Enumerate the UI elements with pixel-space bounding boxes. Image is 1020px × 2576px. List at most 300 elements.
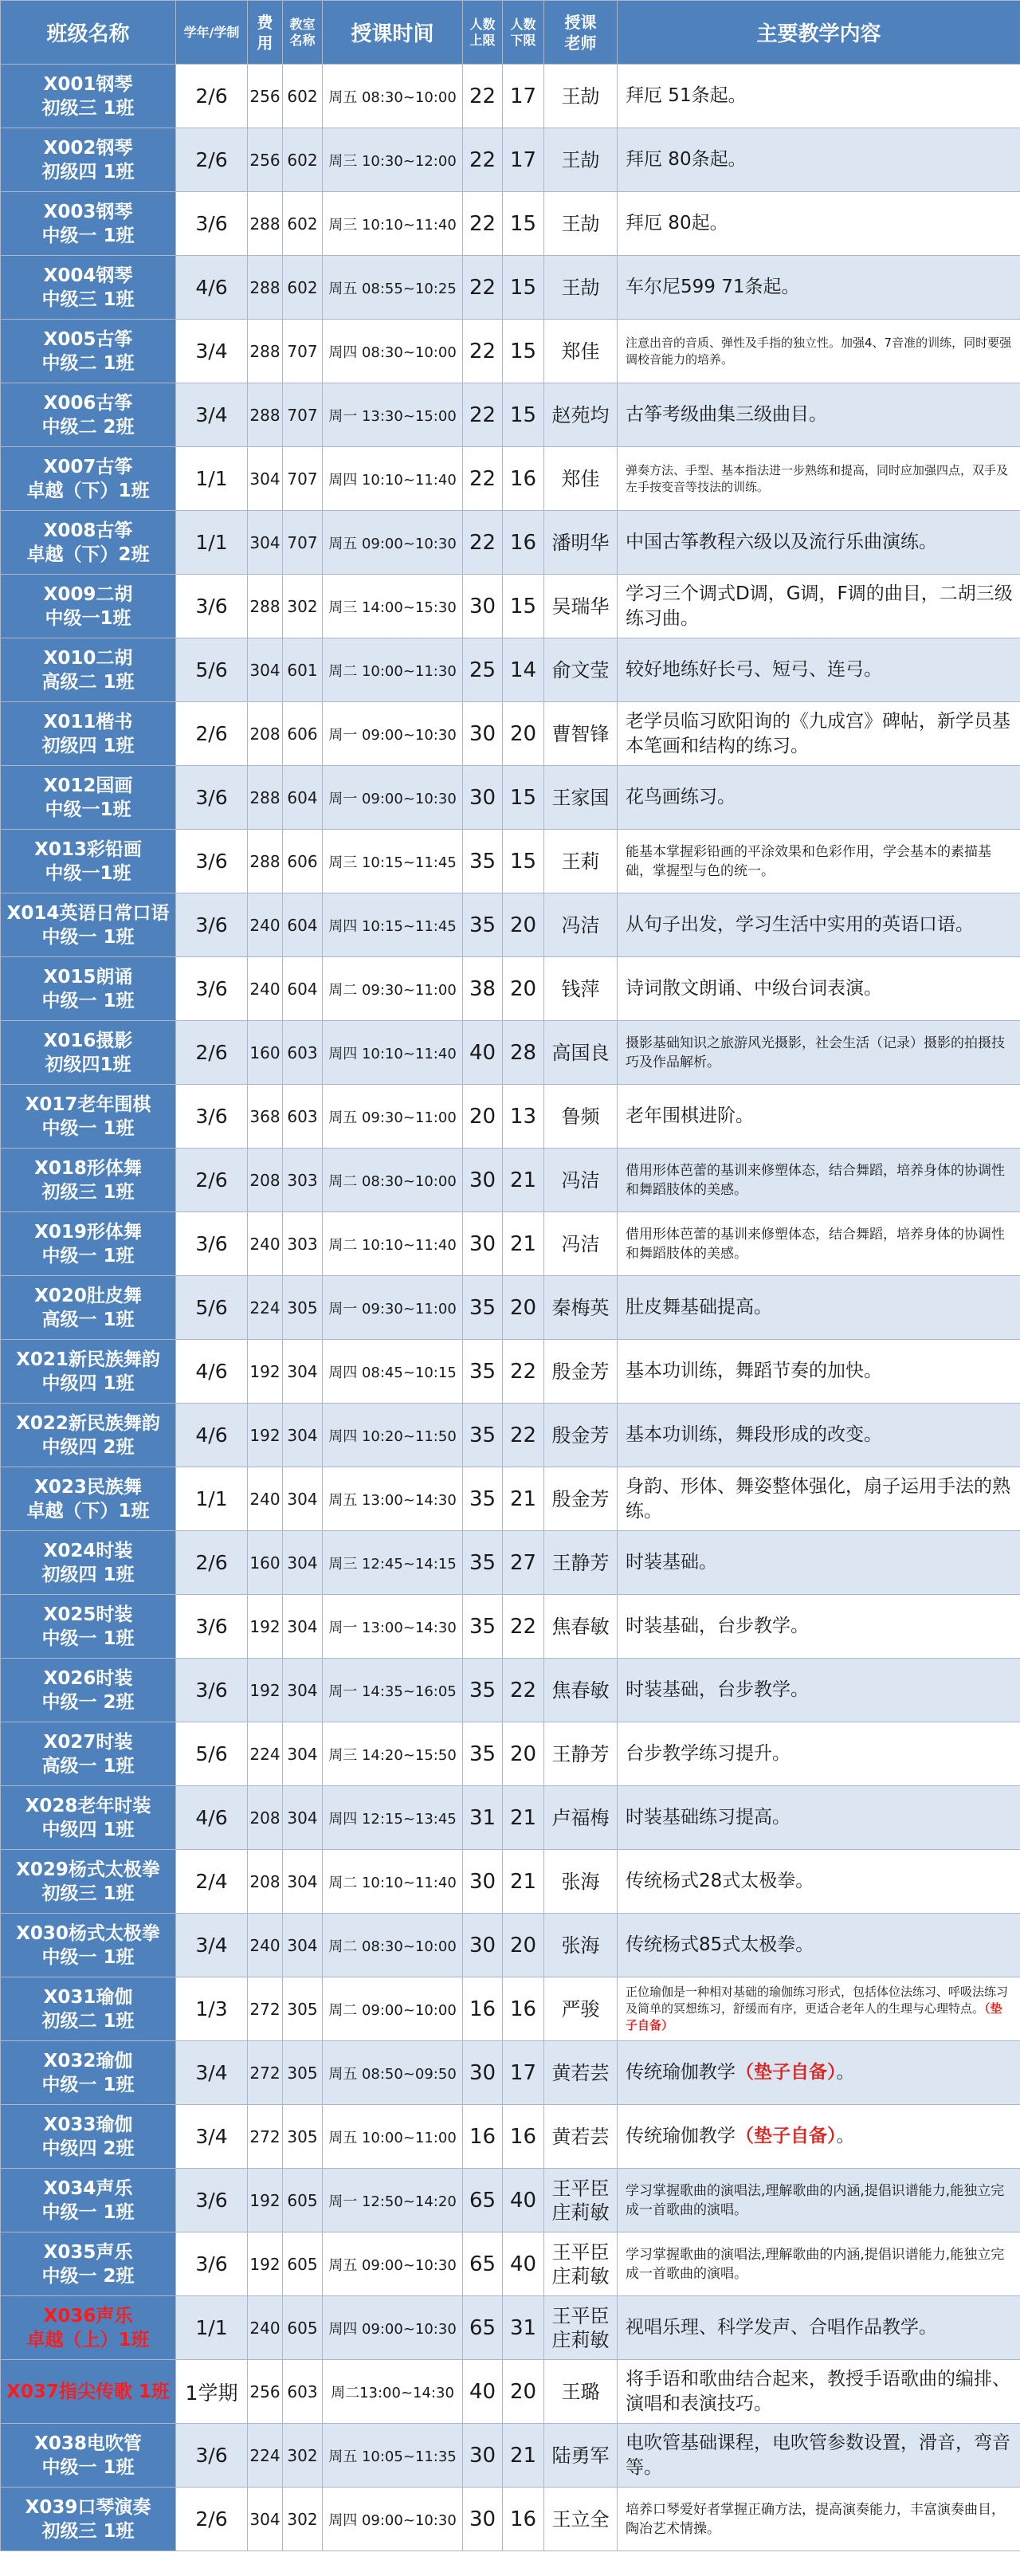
content-tail: 。 (836, 2062, 855, 2083)
content-cell (618, 383, 1020, 447)
fee-cell: 256 (248, 65, 283, 128)
term-cell: 1/1 (176, 447, 248, 511)
max-cell: 40 (463, 2360, 503, 2424)
table-row (1, 1786, 1020, 1850)
room-cell: 606 (283, 702, 323, 766)
term-cell: 2/4 (176, 1850, 248, 1914)
table-row (1, 65, 1020, 128)
table-row (1, 1467, 1020, 1531)
content-text: 车尔尼599 71条起。 (626, 277, 800, 297)
max-cell: 35 (463, 830, 503, 893)
max-cell: 22 (463, 320, 503, 383)
time-cell: 周二 10:10~11:40 (323, 1850, 463, 1914)
max-cell: 22 (463, 128, 503, 192)
time-cell: 周二 10:00~11:30 (323, 638, 463, 702)
room-cell: 707 (283, 383, 323, 447)
time-cell: 周四 09:00~10:30 (323, 2296, 463, 2360)
term-cell: 4/6 (176, 256, 248, 320)
term-cell: 1/1 (176, 1467, 248, 1531)
room-cell: 605 (283, 2232, 323, 2296)
max-cell: 22 (463, 383, 503, 447)
time-cell: 周二 08:30~10:00 (323, 1149, 463, 1212)
header-max (463, 1, 503, 65)
class-name-cell (1, 2105, 176, 2169)
content-text: 时装基础，台步教学。 (626, 1616, 809, 1636)
class-level: 中级四 2班 (41, 2138, 135, 2159)
max-cell: 30 (463, 702, 503, 766)
max-cell: 35 (463, 1276, 503, 1340)
content-cell (618, 1467, 1020, 1531)
teacher-name: 严骏 (561, 1997, 600, 2020)
max-cell: 35 (463, 1467, 503, 1531)
min-cell: 15 (503, 256, 544, 320)
room-cell: 304 (283, 1467, 323, 1531)
content-text: 视唱乐理、科学发声、合唱作品教学。 (626, 2317, 937, 2338)
room-cell: 305 (283, 1977, 323, 2041)
teacher-name: 陆勇军 (551, 2444, 610, 2467)
table-row (1, 1085, 1020, 1149)
time-cell: 周二 08:30~10:00 (323, 1914, 463, 1977)
content-cell (618, 1340, 1020, 1404)
content-cell (618, 1914, 1020, 1977)
content-text: 借用形体芭蕾的基训来修塑体态，结合舞蹈，培养身体的协调性和舞蹈肢体的美感。 (626, 1226, 1005, 1262)
min-cell: 16 (503, 447, 544, 511)
content-cell (618, 1659, 1020, 1722)
min-cell: 20 (503, 1276, 544, 1340)
room-cell: 605 (283, 2296, 323, 2360)
room-cell: 304 (283, 1850, 323, 1914)
content-text: 肚皮舞基础提高。 (626, 1297, 772, 1317)
room-cell: 304 (283, 1722, 323, 1786)
time-cell: 周一 09:00~10:30 (323, 702, 463, 766)
term-cell: 3/6 (176, 575, 248, 638)
min-cell: 16 (503, 511, 544, 575)
class-name-cell (1, 383, 176, 447)
class-name-cell (1, 2232, 176, 2296)
teacher-name: 赵苑均 (551, 403, 610, 426)
content-text: 学习掌握歌曲的演唱法,理解歌曲的内涵,提倡识谱能力,能独立完成一首歌曲的演唱。 (626, 2246, 1005, 2282)
room-cell: 304 (283, 1595, 323, 1659)
class-level: 初级二 1班 (41, 2010, 135, 2032)
term-cell: 3/4 (176, 2041, 248, 2105)
content-highlight: （垫子自备） (626, 2001, 1002, 2032)
content-cell (618, 957, 1020, 1021)
room-cell: 303 (283, 1212, 323, 1276)
term-cell: 3/4 (176, 383, 248, 447)
room-cell: 302 (283, 575, 323, 638)
class-level: 中级二 2班 (41, 416, 135, 438)
class-name-cell (1, 128, 176, 192)
header-term: 学年/学制 (176, 1, 248, 65)
class-level: 高级一 1班 (41, 1309, 135, 1330)
fee-cell: 240 (248, 1467, 283, 1531)
room-cell: 602 (283, 128, 323, 192)
class-level: 中级一 1班 (41, 990, 135, 1011)
term-cell: 2/6 (176, 1149, 248, 1212)
content-text: 注意出音的音质、弹性及手指的独立性。加强4、7音准的训练，同时要强调校音能力的培养。 (626, 335, 1012, 367)
fee-cell: 288 (248, 320, 283, 383)
min-cell: 21 (503, 1149, 544, 1212)
class-code: X011楷书 (43, 711, 133, 732)
content-cell (618, 1850, 1020, 1914)
class-level: 卓越（下）1班 (26, 1500, 150, 1522)
content-cell (618, 1212, 1020, 1276)
max-cell: 30 (463, 1850, 503, 1914)
content-text: 时装基础，台步教学。 (626, 1679, 809, 1700)
term-cell: 2/6 (176, 702, 248, 766)
term-cell: 3/6 (176, 1595, 248, 1659)
teacher-name: 张海 (561, 1870, 600, 1893)
teacher-name: 殷金芳 (551, 1487, 610, 1510)
term-cell: 3/6 (176, 2169, 248, 2232)
teacher-cell (544, 1850, 618, 1914)
max-cell: 35 (463, 1404, 503, 1467)
teacher-cell (544, 1085, 618, 1149)
table-row (1, 1021, 1020, 1085)
table-row (1, 128, 1020, 192)
time-cell: 周四 10:10~11:40 (323, 1021, 463, 1085)
table-row (1, 638, 1020, 702)
header-class-name: 班级名称 (1, 1, 176, 65)
min-cell: 16 (503, 1977, 544, 2041)
class-code: X017老年围棋 (25, 1094, 151, 1115)
table-row (1, 575, 1020, 638)
min-cell: 21 (503, 1786, 544, 1850)
time-cell: 周二13:00~14:30 (323, 2360, 463, 2424)
class-level: 初级四1班 (45, 1054, 131, 1075)
min-cell: 20 (503, 1722, 544, 1786)
teacher-cell (544, 830, 618, 893)
class-name-cell (1, 1149, 176, 1212)
room-cell: 304 (283, 1404, 323, 1467)
term-cell: 3/4 (176, 2105, 248, 2169)
max-cell: 35 (463, 1340, 503, 1404)
min-cell: 15 (503, 320, 544, 383)
max-cell: 16 (463, 1977, 503, 2041)
class-level: 中级四 1班 (41, 1372, 135, 1394)
class-code: X004钢琴 (43, 265, 133, 286)
max-cell: 35 (463, 893, 503, 957)
class-name-cell (1, 1595, 176, 1659)
table-row (1, 2424, 1020, 2488)
class-level: 中级三 1班 (41, 289, 135, 310)
max-cell: 22 (463, 256, 503, 320)
content-text: 传统瑜伽教学 (626, 2126, 736, 2146)
max-cell: 30 (463, 2424, 503, 2488)
class-level: 中级一 1班 (41, 2456, 135, 2478)
teacher-cell (544, 128, 618, 192)
time-cell: 周三 10:15~11:45 (323, 830, 463, 893)
min-cell: 13 (503, 1085, 544, 1149)
room-cell: 304 (283, 1531, 323, 1595)
teacher-name: 钱萍 (561, 977, 600, 1000)
teacher-name: 潘明华 (551, 531, 610, 554)
room-cell: 304 (283, 1340, 323, 1404)
term-cell: 5/6 (176, 638, 248, 702)
time-cell: 周二 09:00~10:00 (323, 1977, 463, 2041)
teacher-name: 冯洁 (561, 1168, 600, 1192)
fee-cell: 192 (248, 1340, 283, 1404)
class-code: X013彩铅画 (34, 838, 142, 860)
term-cell: 4/6 (176, 1786, 248, 1850)
content-cell (618, 256, 1020, 320)
time-cell: 周一 12:50~14:20 (323, 2169, 463, 2232)
class-name-cell (1, 638, 176, 702)
class-level: 卓越（下）1班 (26, 480, 150, 501)
max-cell: 22 (463, 192, 503, 256)
fee-cell: 304 (248, 511, 283, 575)
content-cell (618, 893, 1020, 957)
class-level: 高级一 1班 (41, 1755, 135, 1777)
term-cell: 2/6 (176, 1531, 248, 1595)
term-cell: 3/6 (176, 830, 248, 893)
teacher-cell (544, 383, 618, 447)
content-cell (618, 1595, 1020, 1659)
class-name-cell (1, 2041, 176, 2105)
content-cell (618, 1021, 1020, 1085)
table-row (1, 2169, 1020, 2232)
class-name-cell (1, 1085, 176, 1149)
content-text: 拜厄 51条起。 (626, 85, 747, 106)
max-cell: 30 (463, 575, 503, 638)
term-cell: 3/6 (176, 1659, 248, 1722)
content-text: 基本功训练，舞蹈节奏的加快。 (626, 1361, 882, 1381)
content-cell (618, 65, 1020, 128)
term-cell: 2/6 (176, 65, 248, 128)
class-code: X031瑜伽 (43, 1986, 133, 2008)
header-content: 主要教学内容 (618, 1, 1020, 65)
term-cell: 3/6 (176, 2232, 248, 2296)
table-row (1, 192, 1020, 256)
time-cell: 周四 10:15~11:45 (323, 893, 463, 957)
fee-cell: 192 (248, 1404, 283, 1467)
teacher-cell (544, 2105, 618, 2169)
content-cell (618, 1531, 1020, 1595)
class-level: 中级一 1班 (41, 2074, 135, 2095)
header-row (1, 1, 1020, 65)
term-cell: 5/6 (176, 1722, 248, 1786)
teacher-name: 郑佳 (561, 467, 600, 490)
class-name-cell (1, 2424, 176, 2488)
class-code: X002钢琴 (43, 137, 133, 159)
table-row (1, 1276, 1020, 1340)
term-cell: 3/6 (176, 2424, 248, 2488)
room-cell: 302 (283, 2424, 323, 2488)
teacher-cell (544, 1531, 618, 1595)
class-level: 卓越（上）1班 (26, 2329, 150, 2350)
teacher-cell (544, 256, 618, 320)
teacher-name: 王劼 (561, 276, 600, 299)
teacher-cell (544, 2296, 618, 2360)
class-level: 中级一 2班 (41, 2265, 135, 2287)
class-code: X033瑜伽 (43, 2114, 133, 2135)
class-name-cell (1, 575, 176, 638)
max-cell: 38 (463, 957, 503, 1021)
class-name-cell (1, 1914, 176, 1977)
room-cell: 304 (283, 1786, 323, 1850)
content-text: 古筝考级曲集三级曲目。 (626, 404, 827, 425)
teacher-cell (544, 192, 618, 256)
content-text: 能基本掌握彩铅画的平涂效果和色彩作用，学会基本的素描基础，掌握型与色的统一。 (626, 843, 991, 879)
teacher-name: 王莉 (561, 850, 600, 873)
class-code: X020肚皮舞 (34, 1285, 142, 1306)
class-name-cell (1, 2169, 176, 2232)
term-cell: 3/4 (176, 320, 248, 383)
class-name-cell (1, 1786, 176, 1850)
content-cell (618, 2232, 1020, 2296)
table-row (1, 893, 1020, 957)
class-level: 中级一 1班 (41, 1117, 135, 1139)
content-cell (618, 1149, 1020, 1212)
class-code: X015朗诵 (43, 966, 133, 988)
fee-cell: 192 (248, 1659, 283, 1722)
content-cell (618, 511, 1020, 575)
max-cell: 22 (463, 65, 503, 128)
class-level: 中级一 1班 (41, 1628, 135, 1649)
fee-cell: 288 (248, 830, 283, 893)
content-text: 将手语和歌曲结合起来，教授手语歌曲的编排、演唱和表演技巧。 (626, 2368, 1010, 2414)
class-level: 中级一 1班 (41, 1946, 135, 1968)
min-cell: 15 (503, 192, 544, 256)
content-text: 基本功训练，舞段形成的改变。 (626, 1424, 882, 1445)
class-level: 中级四 1班 (41, 1819, 135, 1840)
time-cell: 周四 08:45~10:15 (323, 1340, 463, 1404)
min-cell: 16 (503, 2105, 544, 2169)
class-code: X019形体舞 (34, 1221, 142, 1243)
term-cell: 3/6 (176, 766, 248, 830)
fee-cell: 272 (248, 2041, 283, 2105)
min-cell: 17 (503, 65, 544, 128)
min-cell: 22 (503, 1595, 544, 1659)
fee-cell: 288 (248, 192, 283, 256)
room-cell: 602 (283, 192, 323, 256)
fee-cell: 192 (248, 1595, 283, 1659)
term-cell: 3/4 (176, 1914, 248, 1977)
teacher-cell (544, 1595, 618, 1659)
content-text: 正位瑜伽是一种相对基础的瑜伽练习形式，包括体位法练习、呼吸法练习及简单的冥想练习，舒缓而有序，更适合老年人的生理与心理特点。 (626, 1985, 1009, 2016)
time-cell: 周二 09:30~11:00 (323, 957, 463, 1021)
room-cell: 603 (283, 1085, 323, 1149)
fee-cell: 288 (248, 383, 283, 447)
content-cell (618, 1786, 1020, 1850)
term-cell: 3/6 (176, 893, 248, 957)
room-cell: 305 (283, 2041, 323, 2105)
min-cell: 31 (503, 2296, 544, 2360)
max-cell: 22 (463, 511, 503, 575)
max-cell: 16 (463, 2105, 503, 2169)
fee-cell: 224 (248, 1722, 283, 1786)
max-cell: 35 (463, 1722, 503, 1786)
max-cell: 25 (463, 638, 503, 702)
fee-cell: 160 (248, 1531, 283, 1595)
class-name-cell (1, 766, 176, 830)
content-text: 电吹管基础课程，电吹管参数设置，滑音，弯音等。 (626, 2432, 1010, 2478)
fee-cell: 208 (248, 1786, 283, 1850)
teacher-name: 王家国 (551, 786, 610, 809)
content-cell (618, 2105, 1020, 2169)
term-cell: 3/6 (176, 192, 248, 256)
header-min-text: 人数下限 (510, 16, 536, 48)
table-row (1, 1404, 1020, 1467)
table-row (1, 256, 1020, 320)
content-cell (618, 1722, 1020, 1786)
content-cell (618, 575, 1020, 638)
max-cell: 30 (463, 1914, 503, 1977)
class-code: X026时装 (43, 1667, 133, 1689)
content-cell (618, 702, 1020, 766)
class-level: 中级一 1班 (41, 225, 135, 246)
header-teacher-text: 授课老师 (564, 12, 597, 53)
teacher-name: 王劼 (561, 212, 600, 235)
time-cell: 周一 13:30~15:00 (323, 383, 463, 447)
max-cell: 40 (463, 1021, 503, 1085)
class-name-cell (1, 1404, 176, 1467)
room-cell: 707 (283, 511, 323, 575)
fee-cell: 288 (248, 575, 283, 638)
content-cell (618, 447, 1020, 511)
time-cell: 周五 09:30~11:00 (323, 1085, 463, 1149)
class-code: X035声乐 (43, 2241, 133, 2263)
class-code: X027时装 (43, 1731, 133, 1753)
table-row (1, 1850, 1020, 1914)
teacher-name: 俞文莹 (551, 658, 610, 681)
min-cell: 27 (503, 1531, 544, 1595)
teacher-cell (544, 1340, 618, 1404)
table-row (1, 2105, 1020, 2169)
term-cell: 5/6 (176, 1276, 248, 1340)
header-room (283, 1, 323, 65)
header-time: 授课时间 (323, 1, 463, 65)
fee-cell: 208 (248, 702, 283, 766)
max-cell: 30 (463, 1212, 503, 1276)
class-level: 初级三 1班 (41, 1181, 135, 1203)
class-code: X009二胡 (43, 583, 133, 605)
fee-cell: 256 (248, 128, 283, 192)
min-cell: 28 (503, 1021, 544, 1085)
class-code: X039口琴演奏 (25, 2496, 151, 2518)
header-room-text: 教室名称 (289, 16, 316, 48)
class-name-cell (1, 320, 176, 383)
teacher-cell (544, 1659, 618, 1722)
content-text: 借用形体芭蕾的基训来修塑体态，结合舞蹈，培养身体的协调性和舞蹈肢体的美感。 (626, 1162, 1005, 1198)
teacher-cell (544, 1722, 618, 1786)
teacher-name: 王平臣 (551, 2177, 610, 2200)
content-text: 老年围棋进阶。 (626, 1105, 754, 1126)
teacher-name: 王立全 (551, 2507, 610, 2531)
teacher-cell (544, 1467, 618, 1531)
content-cell (618, 766, 1020, 830)
teacher-cell (544, 893, 618, 957)
class-level: 中级一 1班 (41, 2201, 135, 2223)
room-cell: 604 (283, 766, 323, 830)
content-cell (618, 1085, 1020, 1149)
table-row (1, 2041, 1020, 2105)
min-cell: 22 (503, 1404, 544, 1467)
max-cell: 30 (463, 2041, 503, 2105)
teacher-cell (544, 65, 618, 128)
class-name-cell (1, 1340, 176, 1404)
teacher-name: 王静芳 (551, 1742, 610, 1765)
class-code: X028老年时装 (25, 1795, 151, 1816)
teacher-name: 郑佳 (561, 340, 600, 363)
term-cell: 2/6 (176, 1021, 248, 1085)
content-cell (618, 2488, 1020, 2551)
fee-cell: 304 (248, 2488, 283, 2551)
content-text: 传统瑜伽教学 (626, 2062, 736, 2083)
class-code: X018形体舞 (34, 1157, 142, 1179)
content-cell (618, 2296, 1020, 2360)
time-cell: 周五 09:00~10:30 (323, 2232, 463, 2296)
